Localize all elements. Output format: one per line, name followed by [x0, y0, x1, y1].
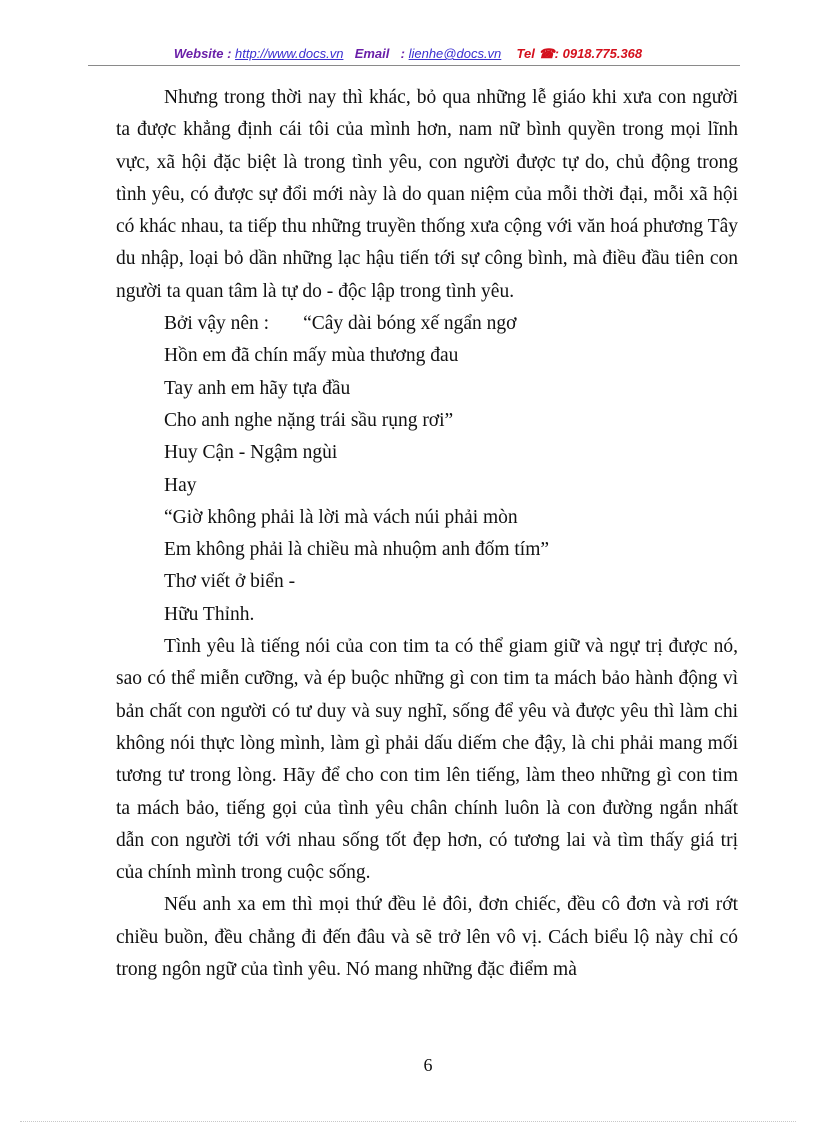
page-header [0, 46, 816, 62]
email-separator: : [400, 46, 405, 61]
email-link[interactable]: lienhe@docs.vn [408, 46, 502, 61]
poem-1-line-1 [116, 308, 738, 340]
page-number: 6 [423, 1055, 433, 1075]
tel-label: Tel ☎: [516, 46, 559, 61]
tel-value: 0918.775.368 [562, 46, 643, 61]
page-bottom-border [20, 1121, 796, 1122]
poem-2-author: Hữu Thỉnh. [164, 603, 255, 625]
paragraph-1: Nhưng trong thời nay thì khác, bỏ qua những lễ giáo khi xưa con người ta được khẳng định cái tôi của mình hơn, nam nữ bình quyền trong mọi lĩnh vực, xã hội đặc biệt là trong tình yêu, con người được tự do, chủ động trong tình yêu, có được sự đổi mới này là do quan niệm của mỗi thời đại, mỗi xã hội có khác nhau, ta tiếp thu những truyền thống xưa cộng với văn hoá phương Tây du nhập, loại bỏ dần những lạc hậu tiến tới sự công bình, mà điều đầu tiên con người ta quan tâm là tự do - độc lập trong tình yêu. [116, 87, 738, 302]
poem-1-line-3: Tay anh em hãy tựa đầu [164, 377, 351, 399]
header-divider [88, 65, 740, 66]
website-link[interactable]: http://www.docs.vn [235, 46, 344, 61]
poem-2-source: Thơ viết ở biển - [164, 571, 296, 593]
poem-1-line-2: Hồn em đã chín mấy mùa thương đau [164, 345, 459, 367]
poem-2-line-1: “Giờ không phải là lời mà vách núi phải mòn [164, 506, 518, 528]
website-label: Website : [173, 46, 232, 61]
paragraph-3: Nếu anh xa em thì mọi thứ đều lẻ đôi, đơn chiếc, đều cô đơn và rơi rớt chiều buồn, đều chẳng đi đến đâu và sẽ trở lên vô vị. Cách biểu lộ này chỉ có trong ngôn ngữ của tình yêu. Nó mang những đặc điểm mà [116, 894, 738, 981]
email-label: Email [354, 46, 390, 61]
poem-2-line-2: Em không phải là chiều mà nhuộm anh đốm tím” [164, 539, 550, 561]
paragraph-2: Tình yêu là tiếng nói của con tim ta có thể giam giữ và ngự trị được nó, sao có thể miễn cưỡng, và ép buộc những gì con tim ta mách bảo hành động vì bản chất con người có tư duy và suy nghĩ, sống để yêu và được yêu thì làm chi không nói thực lòng mình, làm gì phải dấu diếm che đậy, là chi phải mang mối tương tư trong lòng. Hãy để cho con tim lên tiếng, làm theo những gì con tim ta mách bảo, tiếng gọi của tình yêu chân chính luôn là con đường ngắn nhất dẫn con người tới với nhau sống tốt đẹp hơn, có tương lai và tìm thấy giá trị của chính mình trong cuộc sống. [116, 636, 738, 884]
poem-1-line-4: Cho anh nghe nặng trái sầu rụng rơi” [164, 409, 454, 431]
document-body [116, 82, 738, 986]
poem-1-author: Huy Cận - Ngậm ngùi [164, 442, 338, 464]
poem-1-intro: Bởi vậy nên : [164, 313, 270, 335]
poem-1-first-verse: “Cây dài bóng xế ngẩn ngơ [303, 313, 517, 335]
connector-text: Hay [164, 474, 197, 496]
